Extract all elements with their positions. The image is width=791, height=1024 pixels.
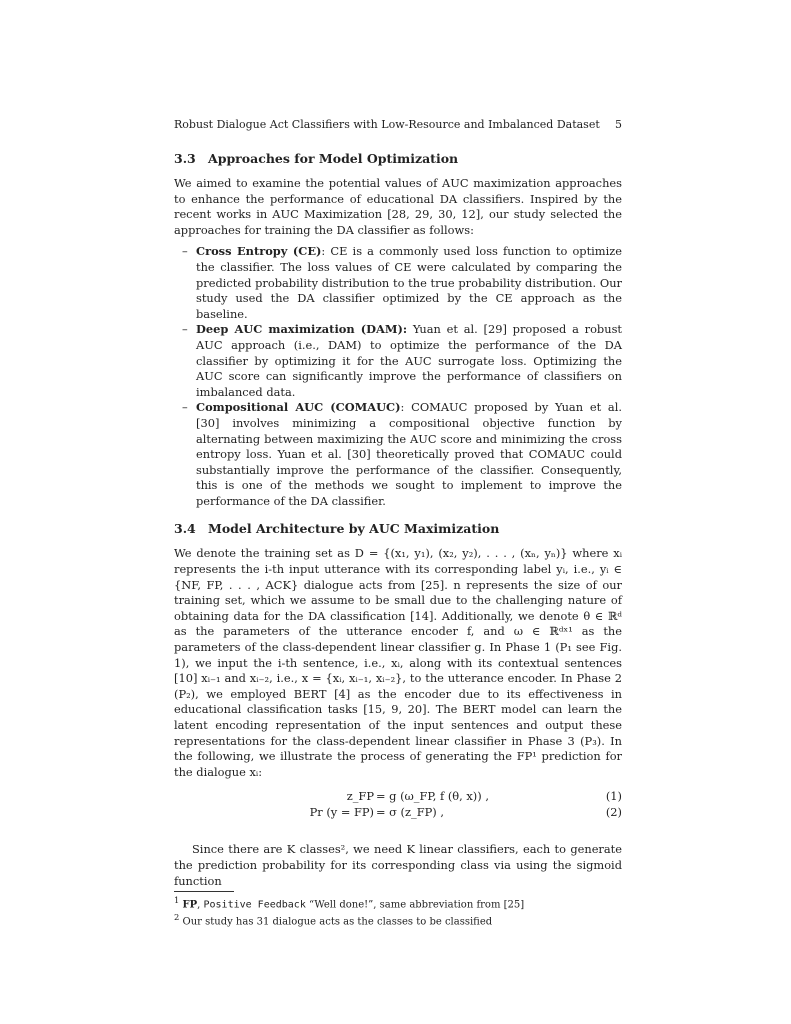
item-label: Deep AUC maximization (DAM): xyxy=(196,322,408,337)
section-number: 3.4 xyxy=(174,521,196,537)
footnote-1: $^1$ FP, Positive Feedback “Well done!”, same abbreviation from [25] xyxy=(174,895,525,911)
footnote-2 xyxy=(174,911,622,928)
list-item: – Deep AUC maximization (DAM): Yuan et al. [29] proposed a robust AUC approach (i.e., DAM) to optimize the performance of the DA classifier by optimizing it for the AUC surrogate loss. Optimizing the AUC score can significantly improve the performance of classifiers on imbalanced data. xyxy=(182,322,622,399)
page-number: 5 xyxy=(615,118,622,131)
section-number: 3.3 xyxy=(174,151,196,166)
footnote-mark: 2 xyxy=(174,912,180,923)
footnote-code: Positive Feedback xyxy=(203,899,306,911)
item-label: Cross Entropy (CE) xyxy=(196,244,322,259)
item-label: Compositional AUC (COMAUC) xyxy=(196,400,401,415)
section-heading-3-4 xyxy=(174,521,622,536)
running-header xyxy=(174,118,622,131)
paper-page xyxy=(174,118,622,929)
equation-row xyxy=(174,804,622,820)
section-heading-3-3 xyxy=(174,151,622,166)
footnote-text: Our study has 31 dialogue acts as the classes to be classified xyxy=(182,916,493,928)
approach-list xyxy=(174,244,622,509)
section-intro-paragraph: We aimed to examine the potential values of AUC maximization approaches to enhance the performance of educational DA classifiers. Inspired by the recent works in AUC Maximization [28, 29, 30, 12], our study selected the approaches for training the DA classifier as follows: xyxy=(174,176,622,237)
list-item: – Compositional AUC (COMAUC): COMAUC proposed by Yuan et al. [30] involves minimizing a compositional objective function by alternating between maximizing the AUC score and minimizing the cross entropy loss. Yuan et al. [30] theoretically proved that COMAUC could substantially improve the performance of the classifier. Consequently, this is one of the methods we sought to implement to improve the performance of the DA classifier. xyxy=(182,400,622,508)
equation-rhs: = g (ω_FP, f (θ, x)) , xyxy=(376,789,489,804)
equation-row xyxy=(174,788,622,804)
running-title: Robust Dialogue Act Classifiers with Low-Resource and Imbalanced Dataset xyxy=(174,118,600,131)
equation-number: (1) xyxy=(605,789,622,804)
footnote-text: “Well done!”, same abbreviation from [25] xyxy=(309,899,525,911)
item-text: : CE is a commonly used loss function to optimize the classifier. The loss values of CE were calculated by comparing the predicted probability distribution to the true probability distribution. Our study used the DA classifier optimized by the CE approach as the baseline. xyxy=(196,244,622,321)
section-body-paragraph: We denote the training set as D = {(x₁, y₁), (x₂, y₂), . . . , (xₙ, yₙ)} where xᵢ represents the i-th input utterance with its corresponding label yᵢ, i.e., yᵢ ∈ {NF, FP, . . . , ACK} dialogue acts from [25]. n represents the size of our training set, which we assume to be small due to the challenging nature of obtaining data for the DA classification [14]. Additionally, we denote θ ∈ ℝᵈ as the parameters of the utterance encoder f, and ω ∈ ℝᵈˣ¹ as the parameters of the class-dependent linear classifier g. In Phase 1 (P₁ see Fig. 1), we input the i-th sentence, i.e., xᵢ, along with its contextual sentences [10] xᵢ₋₁ and xᵢ₋₂, i.e., x = {xᵢ, xᵢ₋₁, xᵢ₋₂}, to the utterance encoder. In Phase 2 (P₂), we employed BERT [4] as the encoder due to its effectiveness in educational classification tasks [15, 9, 20]. The BERT model can learn the latent encoding representation of the input sentences and output these representations for the class-dependent linear classifier in Phase 3 (P₃). In the following, we illustrate the process of generating the FP¹ prediction for the dialogue xᵢ: xyxy=(174,546,622,779)
closing-paragraph: Since there are K classes², we need K linear classifiers, each to generate the prediction probability for its corresponding class via using the sigmoid function xyxy=(174,842,622,888)
section-title: Approaches for Model Optimization xyxy=(208,151,459,166)
equation-block xyxy=(174,788,622,820)
equation-lhs: Pr (y = FP) xyxy=(309,805,374,820)
equation-rhs: = σ (z_FP) , xyxy=(376,805,444,820)
footnote-mark: 1 xyxy=(174,895,180,906)
section-title: Model Architecture by AUC Maximization xyxy=(208,521,500,537)
item-text: : COMAUC proposed by Yuan et al. [30] involves minimizing a compositional objective function by alternating between maximizing the AUC score and minimizing the cross entropy loss. Yuan et al. [30] theoretically proved that COMAUC could substantially improve the performance of the classifier. Consequently, this is one of the methods we sought to implement to improve the performance of the DA classifier. xyxy=(196,400,622,508)
item-text: Yuan et al. [29] proposed a robust AUC approach (i.e., DAM) to optimize the performance of the DA classifier by optimizing it for the AUC surrogate loss. Optimizing the AUC score can significantly improve the performance of classifiers on imbalanced data. xyxy=(196,322,622,399)
footnote-bold: FP xyxy=(182,899,198,911)
list-item: – Cross Entropy (CE): CE is a commonly used loss function to optimize the classifier. The loss values of CE were calculated by comparing the predicted probability distribution to the true probability distribution. Our study used the DA classifier optimized by the CE approach as the baseline. xyxy=(182,244,622,321)
equation-lhs: z_FP xyxy=(346,789,374,804)
equation-number: (2) xyxy=(605,805,622,820)
